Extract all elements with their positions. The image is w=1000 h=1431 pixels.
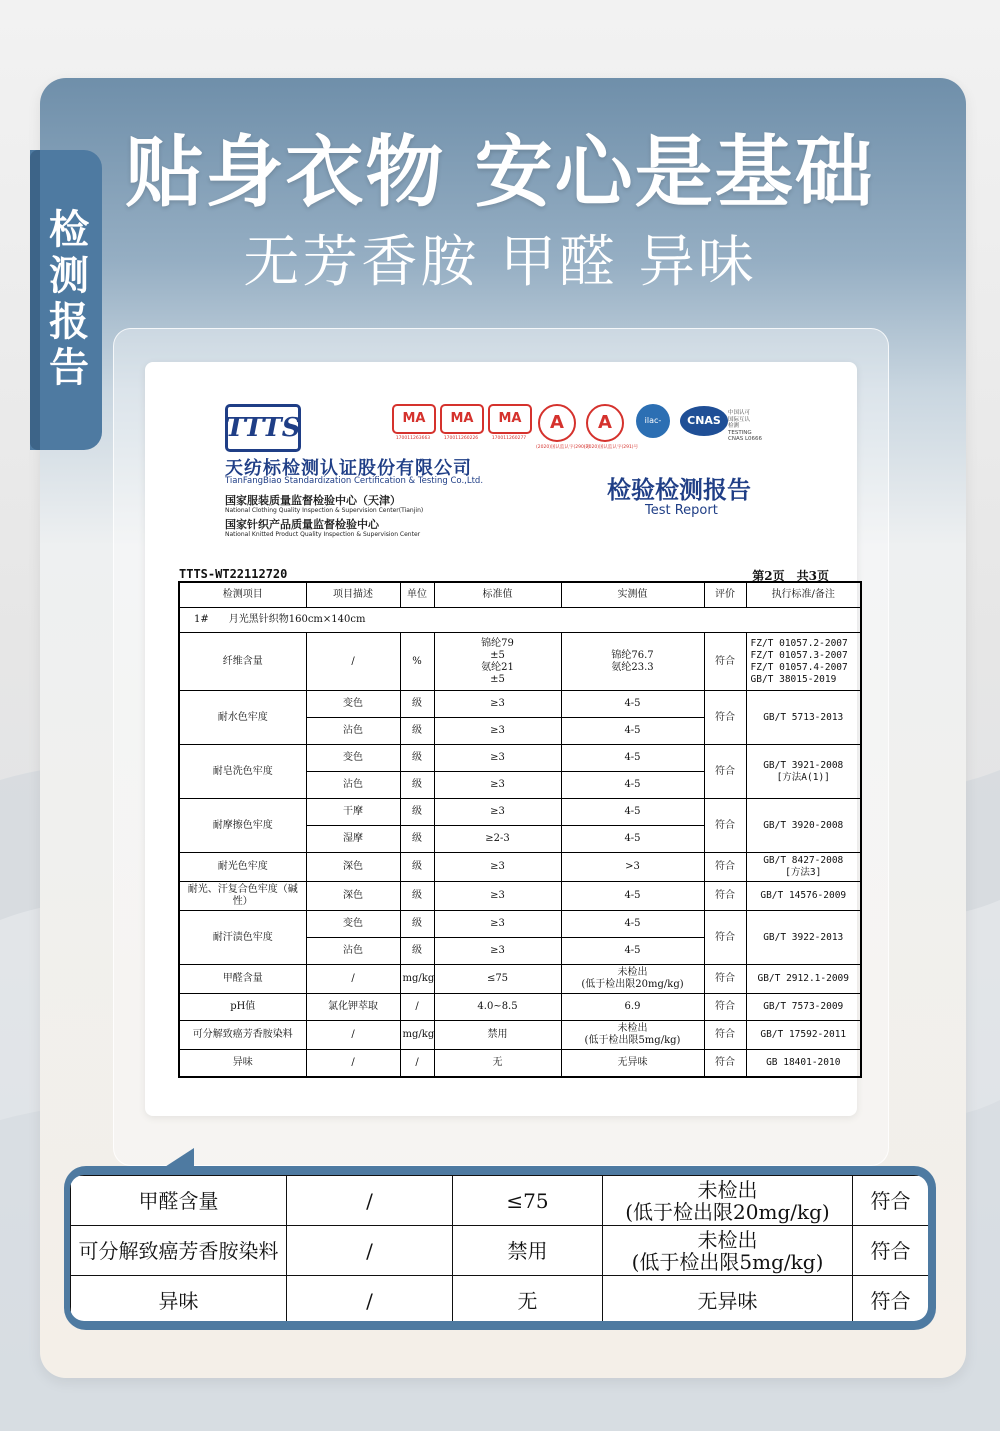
column-header: 执行标准/备注	[746, 582, 861, 608]
column-header: 标准值	[434, 582, 561, 608]
zoom-row: 甲醛含量 / ≤75 未检出 (低于检出限20mg/kg) 符合	[71, 1176, 929, 1226]
table-row: 耐汗渍色牢度 变色 级 ≥3 4-5 符合 GB/T 3922-2013	[179, 911, 861, 938]
ttts-logo: TTTS	[225, 404, 301, 452]
headline: 贴身衣物 安心是基础	[125, 128, 875, 218]
company-name-en: TianFangBiao Standardization Certification & Testing Co.,Ltd.	[225, 476, 484, 486]
document-number: TTTS-WT22112720	[179, 567, 288, 581]
column-header: 评价	[704, 582, 746, 608]
table-row: 耐光色牢度 深色 级 ≥3 >3 符合 GB/T 8427-2008 [方法3]	[179, 853, 861, 882]
sample-label: 1# 月光黑针织物160cm×140cm	[179, 608, 861, 633]
table-row: pH值 氯化钾萃取 / 4.0~8.5 6.9 符合 GB/T 7573-2009	[179, 994, 861, 1021]
cma-mark-2: MA 170011260226	[440, 404, 482, 441]
table-row: 耐水色牢度 变色 级 ≥3 4-5 符合 GB/T 5713-2013	[179, 691, 861, 718]
sample-row	[179, 608, 861, 633]
table-row: 异味 / / 无 无异味 符合 GB 18401-2010	[179, 1050, 861, 1077]
cal-mark-2: A (2020)国认监认字(291)号	[584, 404, 626, 450]
center2-name-en: National Knitted Product Quality Inspection & Supervision Center	[225, 531, 421, 538]
report-title-en: Test Report	[645, 503, 718, 518]
cal-mark-1: A (2020)国认监认字(290)号	[536, 404, 578, 450]
table-row: 耐摩擦色牢度 干摩 级 ≥3 4-5 符合 GB/T 3920-2008	[179, 799, 861, 826]
subline: 无芳香胺 甲醛 异味	[243, 230, 757, 295]
table-row: 沾色 级 ≥3 4-5	[179, 718, 861, 745]
table-row: 可分解致癌芳香胺染料 / mg/kg 禁用 未检出 (低于检出限5mg/kg) 符合 GB/T 17592-2011	[179, 1021, 861, 1050]
report-title: 检验检测报告	[607, 475, 751, 504]
column-header: 项目描述	[306, 582, 400, 608]
zoom-row: 异味 / 无 无异味 符合	[71, 1276, 929, 1322]
center2-name: 国家针织产品质量监督检验中心	[225, 518, 379, 531]
ilac-mark: ilac-MRA	[632, 404, 674, 438]
table-row: 甲醛含量 / mg/kg ≤75 未检出 (低于检出限20mg/kg) 符合 GB/T 2912.1-2009	[179, 965, 861, 994]
table-header-row	[179, 582, 861, 608]
report-table	[178, 581, 862, 1078]
table-row: 湿摩 级 ≥2-3 4-5	[179, 826, 861, 853]
company-name: 天纺标检测认证股份有限公司	[225, 458, 472, 479]
table-row: 纤维含量 / % 锦纶79 ±5 氨纶21 ±5 锦纶76.7 氨纶23.3 符合 FZ/T 01057.2-2007 FZ/T 01057.3-2007 FZ/T 01057.4-2007 GB/T 38015-2019	[179, 633, 861, 691]
zoom-table	[70, 1175, 928, 1321]
column-header: 检测项目	[179, 582, 306, 608]
column-header: 单位	[400, 582, 434, 608]
cma-mark-1: MA 170011263663	[392, 404, 434, 441]
certification-marks	[392, 404, 763, 459]
table-row: 耐皂洗色牢度 变色 级 ≥3 4-5 符合 GB/T 3921-2008 [方法A(1)]	[179, 745, 861, 772]
cnas-note: 中国认可 国际互认 检测 TESTING CNAS L0666	[728, 410, 763, 442]
side-tab-label: 检测报告	[42, 208, 89, 392]
cma-mark-3: MA 170011260277	[488, 404, 530, 441]
table-row: 耐光、汗复合色牢度（碱性） 深色 级 ≥3 4-5 符合 GB/T 14576-2009	[179, 882, 861, 911]
zoom-callout	[64, 1166, 936, 1330]
report-paper	[145, 362, 857, 1116]
table-row: 沾色 级 ≥3 4-5	[179, 938, 861, 965]
column-header: 实测值	[561, 582, 704, 608]
table-row: 沾色 级 ≥3 4-5	[179, 772, 861, 799]
center1-name: 国家服装质量监督检验中心（天津）	[225, 494, 401, 507]
page-number: 第2页 共3页	[752, 569, 829, 583]
cnas-mark: CNAS	[680, 404, 722, 436]
zoom-row: 可分解致癌芳香胺染料 / 禁用 未检出 (低于检出限5mg/kg) 符合	[71, 1226, 929, 1276]
center1-name-en: National Clothing Quality Inspection & Supervision Center(Tianjin)	[225, 507, 424, 514]
